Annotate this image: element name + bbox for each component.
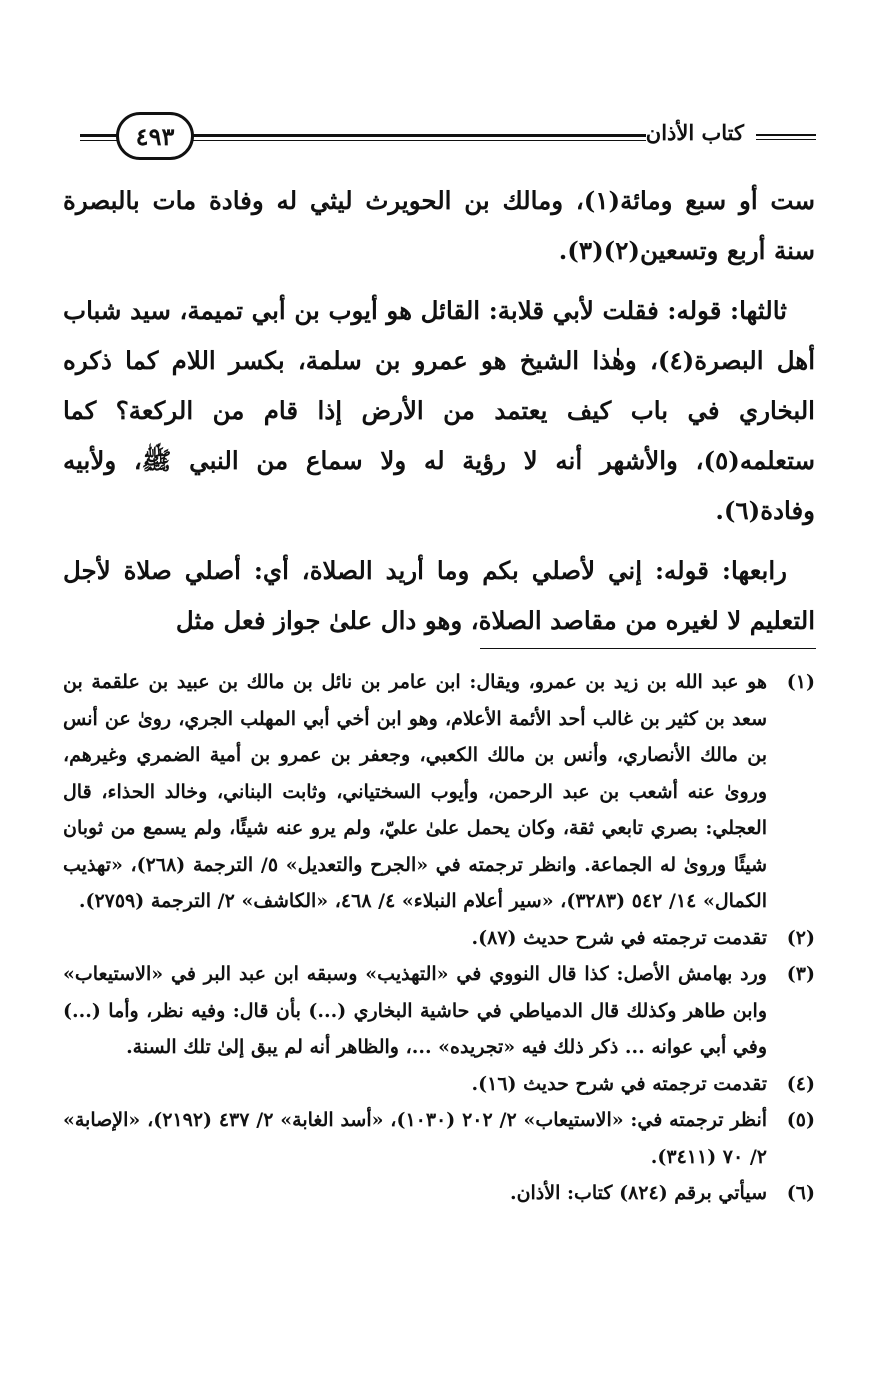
footnote-text: سيأتي برقم (٨٢٤) كتاب: الأذان. <box>509 1182 767 1204</box>
footnote-number: (١) <box>786 671 815 693</box>
page-header <box>58 108 816 168</box>
header-rule <box>756 139 816 140</box>
header-rule <box>188 140 646 141</box>
footnote-text: تقدمت ترجمته في شرح حديث (٨٧). <box>471 926 767 949</box>
footnote-text: أنظر ترجمته في: «الاستيعاب» ٢/ ٢٠٢ (١٠٣٠)، «أسد الغابة» ٢/ ٤٣٧ (٢١٩٢)، «الإصابة» ٢/ ٧٠ (٣٤١١). <box>63 1109 768 1168</box>
footnote <box>63 956 815 1066</box>
footnote <box>63 1175 815 1212</box>
footnote <box>63 1102 815 1175</box>
footnote-number: (٢) <box>786 926 815 949</box>
chapter-title: كتاب الأذان <box>645 120 744 145</box>
footnote-number: (٤) <box>786 1072 815 1095</box>
footnote-number: (٦) <box>786 1182 815 1204</box>
paragraph: ست أو سبع ومائة(١)، ومالك بن الحويرث ليثي له وفادة مات بالبصرة سنة أربع وتسعين(٢)(٣). <box>63 186 815 265</box>
footnote-separator <box>480 648 816 649</box>
footnote <box>63 664 815 920</box>
footnote-text: ورد بهامش الأصل: كذا قال النووي في «التهذيب» وسبقه ابن عبد البر في «الاستيعاب» وابن طاهر وكذلك قال الدمياطي في حاشية البخاري (...) بأن قال: وفيه نظر، وأما (...) وفي أبي عوانه ... ذكر ذلك فيه «تجريده» ...، والظاهر أنه لم يبق إلىٰ تلك السنة. <box>63 963 767 1058</box>
page-number: ٤٩٣ <box>116 112 194 160</box>
paragraph: رابعها: قوله: إني لأصلي بكم وما أريد الصلاة، أي: أصلي صلاة لأجل التعليم لا لغيره من مقاصد الصلاة، وهو دال علىٰ جواز فعل مثل <box>63 556 815 635</box>
footnotes <box>63 664 815 1212</box>
footnote <box>63 920 815 957</box>
footnote-number: (٥) <box>786 1109 815 1131</box>
main-text <box>63 176 815 656</box>
header-rule <box>756 134 816 136</box>
footnote-text: هو عبد الله بن زيد بن عمرو، ويقال: ابن عامر بن نائل بن مالك بن عبيد بن علقمة بن سعد بن كثير بن غالب أحد الأئمة الأعلام، وهو ابن أخي أبي المهلب الجري، روىٰ عن أنس بن مالك الأنصاري، وأنس بن مالك الكعبي، وجعفر بن عمرو بن أمية الضمري وغيرهم، وروىٰ عنه أشعب بن عبد الرحمن، وأيوب السختياني، وثابت البناني، وخالد الحذاء، قال العجلي: بصري تابعي ثقة، وكان يحمل علىٰ عليّ، ولم يرو عنه شيئًا، ولم يسمع من ثوبان شيئًا وروىٰ له الجماعة. وانظر ترجمته في «الجرح والتعديل» ٥/ الترجمة (٢٦٨)، «تهذيب الكمال» ١٤/ ٥٤٢ (٣٢٨٣)، «سير أعلام النبلاء» ٤/ ٤٦٨، «الكاشف» ٢/ الترجمة (٢٧٥٩). <box>63 671 767 912</box>
paragraph: ثالثها: قوله: فقلت لأبي قلابة: القائل هو أيوب بن أبي تميمة، سيد شباب أهل البصرة(٤)، وهٰذا الشيخ هو عمرو بن سلمة، بكسر اللام كما ذكره البخاري في باب كيف يعتمد من الأرض إذا قام من الركعة؟ كما ستعلمه(٥)، والأشهر أنه لا رؤية له ولا سماع من النبي ﷺ، ولأبيه وفادة(٦). <box>63 296 815 525</box>
footnote <box>63 1066 815 1103</box>
footnote-number: (٣) <box>786 963 815 985</box>
header-rule <box>188 134 646 137</box>
footnote-text: تقدمت ترجمته في شرح حديث (١٦). <box>471 1072 767 1095</box>
header-rule <box>80 134 120 137</box>
header-rule <box>80 140 120 141</box>
